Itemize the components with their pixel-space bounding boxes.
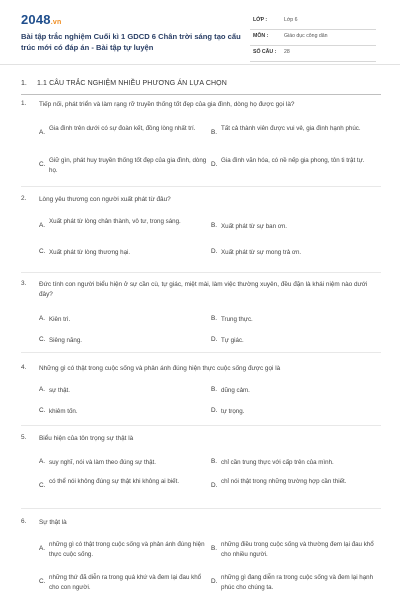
document-title: Bài tập trắc nghiệm Cuối kì 1 GDCD 6 Chân trời sáng tạo cấu trúc mới có đáp án - Bài tập tự luyện [21, 32, 241, 52]
question-text: Biểu hiện của tôn trọng sự thật là [39, 435, 134, 442]
option-letter: D. [211, 336, 218, 343]
question-text: Lòng yêu thương con người xuất phát từ đâu? [39, 196, 171, 203]
option-text: Trung thực. [221, 316, 253, 323]
section-title: 1.1 CÂU TRẮC NGHIỆM NHIỀU PHƯƠNG ÁN LỰA CHỌN [37, 80, 227, 87]
question-6 [21, 518, 381, 598]
question-number: 3. [21, 280, 27, 287]
option-letter: C. [39, 407, 46, 414]
question-text: Tiếp nối, phát triển và làm rạng rỡ truyền thống tốt đẹp của gia đình, dòng họ được gọi là? [39, 101, 295, 108]
option-letter: A. [39, 545, 46, 552]
meta-value: Lớp 6 [284, 17, 298, 23]
option-text: Gia đình trên dưới có sự đoàn kết, đồng lòng nhất trí. [49, 125, 196, 132]
option-letter: B. [211, 222, 218, 229]
meta-row-class [250, 14, 376, 30]
option-letter: B. [211, 458, 218, 465]
option-text: Xuất phát từ sự ban ơn. [221, 223, 288, 230]
option-letter: B. [211, 129, 218, 136]
option-text: chỉ cần trung thực với cấp trên của mình. [221, 459, 334, 466]
question-text: Đức tính con người biểu hiện ở sự cần cù, tự giác, miệt mài, làm việc thường xuyên, đều đặn là khái niệm nào dưới đây? [39, 281, 368, 298]
question-divider [21, 272, 381, 273]
meta-row-question-count [250, 46, 376, 62]
option-letter: B. [211, 545, 218, 552]
option-letter: D. [211, 578, 218, 585]
option-text: Siêng năng. [49, 337, 83, 344]
logo-main: 2048 [21, 12, 51, 27]
option-text: Xuất phát từ sự mong trả ơn. [221, 249, 302, 256]
option-letter: C. [39, 578, 46, 585]
header-divider [0, 64, 400, 65]
option-text: Gia đình văn hóa, có nề nếp gia phong, tôn ti trật tự. [221, 157, 365, 164]
question-number: 1. [21, 100, 27, 107]
question-3 [21, 280, 381, 350]
option-letter: D. [211, 482, 218, 489]
option-text: Tất cả thành viên được vui vẻ, gia đình hạnh phúc. [221, 125, 361, 132]
meta-key: SỐ CÂU : [253, 49, 277, 55]
question-4 [21, 364, 381, 424]
meta-value: Giáo dục công dân [284, 33, 328, 39]
meta-value: 28 [284, 49, 290, 55]
option-letter: D. [211, 161, 218, 168]
option-letter: D. [211, 407, 218, 414]
question-2 [21, 195, 381, 265]
option-letter: B. [211, 386, 218, 393]
question-number: 6. [21, 518, 27, 525]
option-text: dũng cảm. [221, 387, 250, 394]
option-letter: A. [39, 315, 46, 322]
question-1 [21, 100, 381, 180]
document-header [0, 0, 400, 64]
option-letter: A. [39, 458, 46, 465]
site-logo[interactable] [21, 12, 61, 27]
section-number: 1. [21, 80, 27, 87]
option-letter: B. [211, 315, 218, 322]
meta-key: MÔN : [253, 33, 269, 39]
option-text: tự trọng. [221, 408, 245, 415]
section-heading [21, 78, 381, 95]
question-divider [21, 425, 381, 426]
option-text: Xuất phát từ lòng thương hại. [49, 249, 131, 256]
option-text: Tự giác. [221, 337, 244, 344]
question-number: 4. [21, 364, 27, 371]
option-text: suy nghĩ, nói và làm theo đúng sự thật. [49, 459, 156, 466]
question-5 [21, 434, 381, 504]
option-text: Xuất phát từ lòng chân thành, vô tư, trong sáng. [49, 218, 181, 225]
option-letter: D. [211, 248, 218, 255]
question-text: Những gì có thật trong cuộc sống và phản ánh đúng hiện thực cuộc sống được gọi là [39, 365, 281, 372]
meta-key: LỚP : [253, 17, 268, 23]
option-text: những gì đang diễn ra trong cuộc sống và đem lại hạnh phúc cho chúng ta. [221, 574, 374, 591]
question-number: 5. [21, 434, 27, 441]
option-letter: A. [39, 222, 46, 229]
option-text: Giữ gìn, phát huy truyền thống tốt đẹp của gia đình, dòng họ. [49, 157, 207, 174]
option-text: có thể nói không đúng sự thật khi không ai biết. [49, 478, 180, 485]
option-letter: A. [39, 386, 46, 393]
option-letter: C. [39, 482, 46, 489]
option-text: những thứ đã diễn ra trong quá khứ và đem lại đau khổ cho con người. [49, 574, 202, 591]
meta-row-subject [250, 30, 376, 46]
option-text: những điều trong cuộc sống và thường đem lại đau khổ cho nhiều người. [221, 541, 374, 558]
option-text: khiêm tốn. [49, 408, 78, 415]
option-text: sự thật. [49, 387, 70, 394]
question-divider [21, 186, 381, 187]
option-text: Kiên trì. [49, 316, 71, 323]
question-text: Sự thật là [39, 519, 67, 526]
option-letter: C. [39, 161, 46, 168]
question-number: 2. [21, 195, 27, 202]
option-text: chỉ nói thật trong những trường hợp cần thiết. [221, 478, 347, 485]
option-text: những gì có thật trong cuộc sống và phản ánh đúng hiện thực cuộc sống. [49, 541, 205, 558]
question-divider [21, 352, 381, 353]
option-letter: C. [39, 336, 46, 343]
option-letter: C. [39, 248, 46, 255]
logo-suffix: .vn [50, 19, 62, 26]
option-letter: A. [39, 129, 46, 136]
document-meta-table [250, 14, 376, 62]
question-divider [21, 508, 381, 509]
